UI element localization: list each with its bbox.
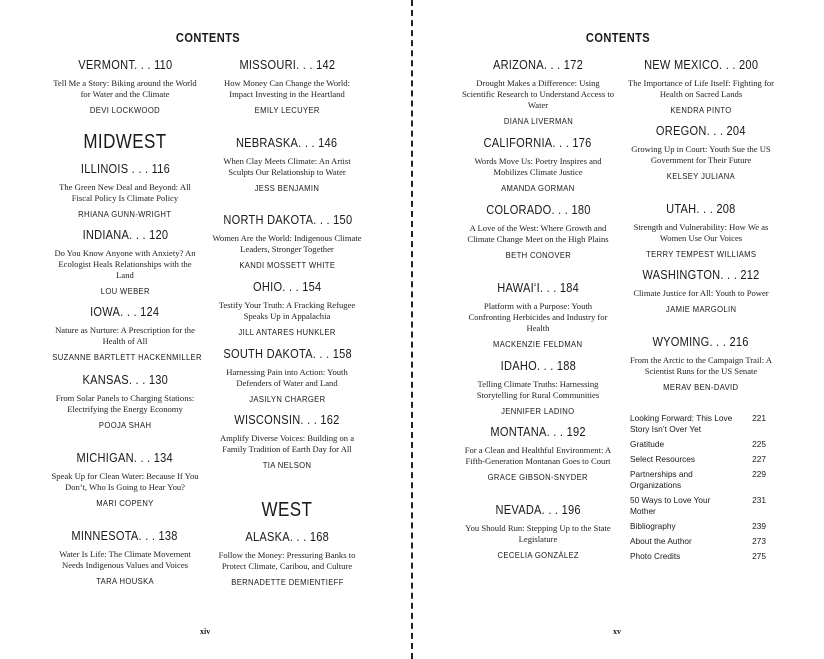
state-title: CALIFORNIA. . . 176 xyxy=(483,135,593,150)
chapter-description: Nature as Nurture: A Prescription for the Health of All xyxy=(55,325,195,346)
chapter-author: TARA HOUSKA xyxy=(96,576,154,586)
chapter-author: MARI COPENY xyxy=(96,498,154,508)
chapter-author: JASILYN CHARGER xyxy=(248,394,326,404)
backmatter-label: 50 Ways to Love Your Mother xyxy=(630,495,711,516)
chapter-author: TIA NELSON xyxy=(262,460,312,470)
backmatter-label: Looking Forward: This Love Story Isn’t Over Yet xyxy=(630,413,733,434)
contents-heading-right: CONTENTS xyxy=(585,30,651,45)
backmatter-label: Photo Credits xyxy=(630,551,681,561)
page-number-right: xv xyxy=(613,627,621,636)
chapter-author: KENDRA PINTO xyxy=(670,105,732,115)
state-title: WASHINGTON. . . 212 xyxy=(642,267,760,282)
toc-entry-illinois[interactable] xyxy=(50,160,200,222)
toc-entry-ohio[interactable] xyxy=(212,278,362,340)
chapter-author: TERRY TEMPEST WILLIAMS xyxy=(645,249,757,259)
chapter-author: MACKENZIE FELDMAN xyxy=(493,339,583,349)
chapter-author: SUZANNE BARTLETT HACKENMILLER xyxy=(52,352,202,362)
chapter-description: Telling Climate Truths: Harnessing Storytelling for Rural Communities xyxy=(476,379,600,400)
chapter-description: Do You Know Anyone with Anxiety? An Ecologist Heals Relationships with the Land xyxy=(54,248,196,280)
state-title: OREGON. . . 204 xyxy=(656,123,746,138)
region-heading-midwest xyxy=(50,131,200,153)
chapter-author: BERNADETTE DEMIENTIEFF xyxy=(230,577,344,587)
state-title: WYOMING. . . 216 xyxy=(652,334,750,349)
backmatter-label: Gratitude xyxy=(630,439,665,449)
toc-entry-michigan[interactable] xyxy=(50,449,200,511)
backmatter-page: 221 xyxy=(752,413,766,423)
backmatter-page: 231 xyxy=(752,495,766,505)
state-title: MISSOURI. . . 142 xyxy=(239,57,335,72)
state-title: MONTANA. . . 192 xyxy=(490,424,586,439)
toc-entry-wisconsin[interactable] xyxy=(212,411,362,473)
backmatter-item-looking-forward[interactable] xyxy=(630,413,766,435)
state-title: MICHIGAN. . . 134 xyxy=(76,450,174,465)
state-title: NORTH DAKOTA. . . 150 xyxy=(223,212,353,227)
chapter-description: A Love of the West: Where Growth and Climate Change Meet on the High Plains xyxy=(467,223,609,244)
toc-entry-utah[interactable] xyxy=(622,200,780,262)
chapter-author: EMILY LECUYER xyxy=(254,105,320,115)
state-title: NEBRASKA. . . 146 xyxy=(236,135,338,150)
state-title: MINNESOTA. . . 138 xyxy=(71,528,179,543)
chapter-description: Words Move Us: Poetry Inspires and Mobilizes Climate Justice xyxy=(474,156,602,177)
toc-entry-minnesota[interactable] xyxy=(50,527,200,589)
state-title: IOWA. . . 124 xyxy=(90,304,160,319)
chapter-description: Tell Me a Story: Biking around the World for Water and the Climate xyxy=(53,78,197,99)
backmatter-item-select-resources[interactable] xyxy=(630,454,766,465)
chapter-author: JILL ANTARES HUNKLER xyxy=(238,327,336,337)
chapter-author: POOJA SHAH xyxy=(98,420,152,430)
toc-entry-alaska[interactable] xyxy=(212,528,362,590)
chapter-description: Growing Up in Court: Youth Sue the US Government for Their Future xyxy=(631,144,771,165)
chapter-description: Women Are the World: Indigenous Climate Leaders, Stronger Together xyxy=(212,233,362,254)
chapter-author: JESS BENJAMIN xyxy=(254,183,320,193)
toc-entry-iowa[interactable] xyxy=(44,303,206,365)
toc-entry-nevada[interactable] xyxy=(462,501,614,563)
chapter-description: Climate Justice for All: Youth to Power xyxy=(633,288,769,298)
state-title: NEVADA. . . 196 xyxy=(495,502,581,517)
chapter-author: LOU WEBER xyxy=(100,286,150,296)
chapter-author: MERAV BEN-DAVID xyxy=(663,382,739,392)
toc-entry-arizona[interactable] xyxy=(462,56,614,129)
state-title: COLORADO. . . 180 xyxy=(485,202,591,217)
contents-heading-left: CONTENTS xyxy=(175,30,241,45)
chapter-description: You Should Run: Stepping Up to the State Legislature xyxy=(465,523,611,544)
chapter-author: GRACE GIBSON-SNYDER xyxy=(487,472,589,482)
toc-entry-hawaii[interactable] xyxy=(462,279,614,352)
state-title: KANSAS. . . 130 xyxy=(82,372,168,387)
chapter-description: Drought Makes a Difference: Using Scientific Research to Understand Access to Water xyxy=(462,78,615,110)
region-label: MIDWEST xyxy=(83,131,167,153)
toc-entry-colorado[interactable] xyxy=(462,201,614,263)
backmatter-page: 225 xyxy=(752,439,766,449)
chapter-author: AMANDA GORMAN xyxy=(501,183,575,193)
toc-entry-montana[interactable] xyxy=(462,423,614,485)
state-title: ALASKA. . . 168 xyxy=(245,529,329,544)
toc-entry-new-mexico[interactable] xyxy=(622,56,780,118)
chapter-description: From Solar Panels to Charging Stations: Electrifying the Energy Economy xyxy=(55,393,195,414)
state-title: IDAHO. . . 188 xyxy=(500,358,576,373)
toc-entry-missouri[interactable] xyxy=(212,56,362,118)
chapter-description: When Clay Meets Climate: An Artist Sculpts Our Relationship to Water xyxy=(223,156,351,177)
chapter-description: How Money Can Change the World: Impact Investing in the Heartland xyxy=(224,78,350,99)
chapter-author: RHIANA GUNN-WRIGHT xyxy=(78,209,172,219)
state-title: WISCONSIN. . . 162 xyxy=(234,412,340,427)
state-title: VERMONT. . . 110 xyxy=(77,57,173,72)
chapter-description: Harnessing Pain into Action: Youth Defenders of Water and Land xyxy=(226,367,348,388)
chapter-author: CECELIA GONZÁLEZ xyxy=(497,550,579,560)
chapter-author: JAMIE MARGOLIN xyxy=(665,304,737,314)
chapter-author: BETH CONOVER xyxy=(505,250,571,260)
backmatter-page: 273 xyxy=(752,536,766,546)
state-title: HAWAI‘I. . . 184 xyxy=(497,280,579,295)
region-label: WEST xyxy=(261,499,313,521)
backmatter-page: 227 xyxy=(752,454,766,464)
toc-entry-kansas[interactable] xyxy=(50,371,200,433)
toc-entry-indiana[interactable] xyxy=(50,226,200,299)
state-title: NEW MEXICO. . . 200 xyxy=(643,57,759,72)
chapter-description: The Green New Deal and Beyond: All Fiscal Policy Is Climate Policy xyxy=(59,182,191,203)
toc-entry-oregon[interactable] xyxy=(622,122,780,184)
chapter-description: Speak Up for Clean Water: Because If You Don’t, Who Is Going to Hear You? xyxy=(51,471,199,492)
toc-entry-washington[interactable] xyxy=(622,266,780,317)
page-gutter-divider xyxy=(411,0,413,659)
backmatter-label: Partnerships and Organizations xyxy=(630,469,693,490)
state-title: ILLINOIS . . . 116 xyxy=(80,161,170,176)
page-number-left: xiv xyxy=(200,627,211,636)
chapter-author: DEVI LOCKWOOD xyxy=(89,105,161,115)
backmatter-item-photo-credits[interactable] xyxy=(630,551,766,562)
chapter-description: Water Is Life: The Climate Movement Needs Indigenous Values and Voices xyxy=(59,549,191,570)
toc-entry-south-dakota[interactable] xyxy=(212,345,362,407)
chapter-author: JENNIFER LADINO xyxy=(501,406,575,416)
backmatter-item-partnerships[interactable] xyxy=(630,469,766,491)
chapter-description: From the Arctic to the Campaign Trail: A Scientist Runs for the US Senate xyxy=(629,355,773,376)
backmatter-label: Bibliography xyxy=(630,521,676,531)
state-title: UTAH. . . 208 xyxy=(666,201,736,216)
backmatter-page: 239 xyxy=(752,521,766,531)
chapter-description: The Importance of Life Itself: Fighting for Health on Sacred Lands xyxy=(627,78,775,99)
chapter-author: DIANA LIVERMAN xyxy=(503,116,573,126)
state-title: OHIO. . . 154 xyxy=(252,279,322,294)
toc-entry-north-dakota[interactable] xyxy=(212,211,362,273)
chapter-description: Testify Your Truth: A Fracking Refugee Speaks Up in Appalachia xyxy=(218,300,356,321)
backmatter-label: Select Resources xyxy=(630,454,696,464)
region-heading-west xyxy=(212,499,362,521)
state-title: ARIZONA. . . 172 xyxy=(492,57,584,72)
toc-entry-nebraska[interactable] xyxy=(212,134,362,196)
toc-entry-california[interactable] xyxy=(462,134,614,196)
backmatter-label: About the Author xyxy=(630,536,692,546)
backmatter-page: 229 xyxy=(752,469,766,479)
backmatter-item-about-author[interactable] xyxy=(630,536,766,547)
chapter-description: For a Clean and Healthful Environment: A Fifth-Generation Montanan Goes to Court xyxy=(464,445,612,466)
toc-entry-wyoming[interactable] xyxy=(622,333,780,395)
chapter-description: Amplify Diverse Voices: Building on a Family Tradition of Earth Day for All xyxy=(219,433,355,454)
chapter-description: Follow the Money: Pressuring Banks to Protect Climate, Caribou, and Culture xyxy=(218,550,356,571)
chapter-description: Platform with a Purpose: Youth Confronting Herbicides and Industry for Health xyxy=(468,301,608,333)
toc-entry-vermont[interactable] xyxy=(50,56,200,118)
backmatter-item-50-ways[interactable] xyxy=(630,495,766,517)
toc-entry-idaho[interactable] xyxy=(462,357,614,419)
chapter-author: KANDI MOSSETT WHITE xyxy=(239,260,335,270)
state-title: SOUTH DAKOTA. . . 158 xyxy=(223,346,352,361)
backmatter-item-gratitude[interactable] xyxy=(630,439,766,450)
backmatter-list xyxy=(630,413,766,566)
chapter-description: Strength and Vulnerability: How We as Women Use Our Voices xyxy=(633,222,769,243)
backmatter-item-bibliography[interactable] xyxy=(630,521,766,532)
backmatter-page: 275 xyxy=(752,551,766,561)
chapter-author: KELSEY JULIANA xyxy=(666,171,736,181)
state-title: INDIANA. . . 120 xyxy=(82,227,168,242)
